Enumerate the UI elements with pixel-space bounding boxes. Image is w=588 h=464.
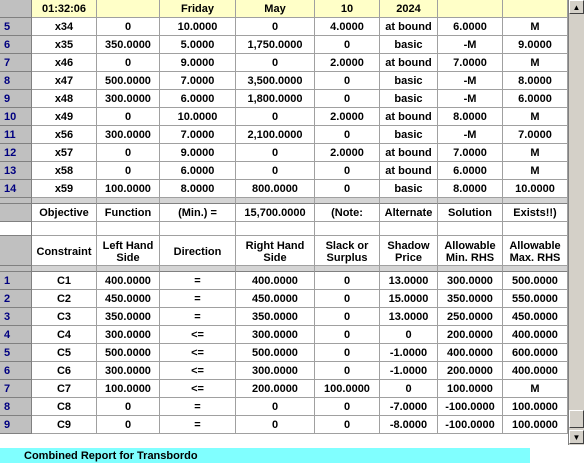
cell[interactable]: 450.0000 — [236, 290, 315, 308]
row-header[interactable] — [0, 222, 32, 236]
cell[interactable]: 0 — [315, 36, 380, 54]
cell[interactable]: 100.0000 — [503, 398, 568, 416]
row-header[interactable]: 7 — [0, 380, 32, 398]
cell[interactable] — [438, 0, 503, 18]
cell[interactable]: basic — [380, 36, 438, 54]
cell[interactable]: 9.0000 — [160, 54, 236, 72]
table-row — [0, 180, 568, 198]
cell[interactable]: Exists!!) — [503, 204, 568, 222]
cell[interactable]: x57 — [32, 144, 97, 162]
cell[interactable]: 0 — [97, 108, 160, 126]
cell[interactable]: -M — [438, 90, 503, 108]
cell[interactable]: Shadow Price — [380, 236, 438, 266]
table-row — [0, 380, 568, 398]
cell[interactable]: May — [236, 0, 315, 18]
row-header[interactable]: 6 — [0, 36, 32, 54]
cell[interactable] — [503, 0, 568, 18]
cell[interactable]: Allowable Min. RHS — [438, 236, 503, 266]
cell[interactable]: 100.0000 — [438, 380, 503, 398]
cell[interactable]: <= — [160, 326, 236, 344]
cell[interactable]: 0 — [236, 398, 315, 416]
scroll-up-button[interactable] — [569, 0, 584, 14]
cell[interactable]: -1.0000 — [380, 362, 438, 380]
cell[interactable]: 0 — [315, 362, 380, 380]
cell[interactable]: 450.0000 — [503, 308, 568, 326]
cell[interactable] — [380, 222, 438, 236]
cell[interactable]: 2024 — [380, 0, 438, 18]
cell[interactable]: 0 — [236, 54, 315, 72]
cell[interactable]: 0 — [315, 126, 380, 144]
cell[interactable]: 7.0000 — [160, 72, 236, 90]
cell[interactable]: x58 — [32, 162, 97, 180]
row-header[interactable]: 12 — [0, 144, 32, 162]
cell[interactable]: M — [503, 54, 568, 72]
table-row — [0, 290, 568, 308]
cell[interactable]: 0 — [97, 162, 160, 180]
cell[interactable]: 3,500.0000 — [236, 72, 315, 90]
cell[interactable]: 550.0000 — [503, 290, 568, 308]
cell[interactable]: 1,750.0000 — [236, 36, 315, 54]
cell[interactable]: <= — [160, 344, 236, 362]
status-bar-blank — [530, 448, 588, 463]
cell[interactable]: 0 — [380, 380, 438, 398]
cell[interactable]: M — [503, 18, 568, 36]
cell[interactable]: -100.0000 — [438, 398, 503, 416]
row-header[interactable]: 2 — [0, 290, 32, 308]
cell[interactable]: 2.0000 — [315, 144, 380, 162]
row-header[interactable] — [0, 0, 32, 18]
cell[interactable]: x59 — [32, 180, 97, 198]
cell[interactable]: 6.0000 — [160, 90, 236, 108]
table-row — [0, 54, 568, 72]
cell[interactable]: 300.0000 — [97, 326, 160, 344]
cell[interactable]: 100.0000 — [97, 380, 160, 398]
cell[interactable]: Allowable Max. RHS — [503, 236, 568, 266]
cell[interactable]: C5 — [32, 344, 97, 362]
cell[interactable]: 10.0000 — [160, 108, 236, 126]
cell[interactable]: 0 — [315, 72, 380, 90]
cell[interactable]: = — [160, 398, 236, 416]
constraint-header-row — [0, 236, 568, 266]
table-row — [0, 362, 568, 380]
cell[interactable]: 8.0000 — [503, 72, 568, 90]
cell[interactable]: (Min.) = — [160, 204, 236, 222]
cell[interactable]: Right Hand Side — [236, 236, 315, 266]
cell[interactable]: 0 — [97, 18, 160, 36]
cell[interactable]: 350.0000 — [97, 308, 160, 326]
cell[interactable]: x49 — [32, 108, 97, 126]
cell[interactable]: 0 — [315, 272, 380, 290]
cell[interactable]: C2 — [32, 290, 97, 308]
cell[interactable]: 6.0000 — [160, 162, 236, 180]
cell[interactable]: x48 — [32, 90, 97, 108]
cell[interactable]: 10 — [315, 0, 380, 18]
cell[interactable]: x34 — [32, 18, 97, 36]
cell[interactable]: 8.0000 — [438, 180, 503, 198]
cell[interactable]: C7 — [32, 380, 97, 398]
cell[interactable]: 500.0000 — [503, 272, 568, 290]
cell[interactable]: 500.0000 — [97, 72, 160, 90]
cell[interactable]: 9.0000 — [160, 144, 236, 162]
cell[interactable]: 400.0000 — [438, 344, 503, 362]
cell[interactable]: 400.0000 — [503, 362, 568, 380]
triangle-up-icon: ▲ — [572, 2, 581, 12]
cell[interactable]: C3 — [32, 308, 97, 326]
cell[interactable]: 2,100.0000 — [236, 126, 315, 144]
vertical-scrollbar[interactable] — [568, 0, 584, 445]
cell[interactable]: 6.0000 — [438, 162, 503, 180]
cell[interactable]: 600.0000 — [503, 344, 568, 362]
row-header[interactable] — [0, 236, 32, 266]
cell[interactable]: 300.0000 — [97, 90, 160, 108]
cell[interactable]: 0 — [236, 144, 315, 162]
cell[interactable]: 100.0000 — [97, 180, 160, 198]
blank-row — [0, 222, 568, 236]
cell[interactable]: -8.0000 — [380, 416, 438, 434]
cell[interactable]: 10.0000 — [503, 180, 568, 198]
table-row — [0, 326, 568, 344]
cell[interactable]: -1.0000 — [380, 344, 438, 362]
cell[interactable]: M — [503, 144, 568, 162]
cell[interactable]: (Note: — [315, 204, 380, 222]
table-row — [0, 126, 568, 144]
table-row — [0, 18, 568, 36]
row-header[interactable]: 8 — [0, 72, 32, 90]
cell[interactable]: C6 — [32, 362, 97, 380]
cell[interactable]: 400.0000 — [236, 272, 315, 290]
cell[interactable]: Constraint — [32, 236, 97, 266]
row-header[interactable]: 7 — [0, 54, 32, 72]
cell[interactable]: Friday — [160, 0, 236, 18]
cell[interactable]: x47 — [32, 72, 97, 90]
cell[interactable]: 0 — [97, 398, 160, 416]
cell[interactable]: 7.0000 — [503, 126, 568, 144]
row-header[interactable]: 9 — [0, 90, 32, 108]
cell[interactable]: 200.0000 — [438, 362, 503, 380]
cell[interactable] — [438, 222, 503, 236]
cell[interactable]: 7.0000 — [160, 126, 236, 144]
cell[interactable]: Function — [97, 204, 160, 222]
cell[interactable] — [32, 222, 97, 236]
cell[interactable]: 350.0000 — [438, 290, 503, 308]
objective-row — [0, 204, 568, 222]
row-header[interactable]: 5 — [0, 344, 32, 362]
cell[interactable]: 450.0000 — [97, 290, 160, 308]
cell[interactable]: 4.0000 — [315, 18, 380, 36]
cell[interactable]: C4 — [32, 326, 97, 344]
cell[interactable]: 0 — [315, 290, 380, 308]
cell[interactable] — [97, 0, 160, 18]
cell[interactable]: 0 — [315, 326, 380, 344]
scroll-down-button[interactable] — [569, 430, 584, 444]
cell[interactable]: 7.0000 — [438, 54, 503, 72]
cell[interactable]: = — [160, 308, 236, 326]
status-bar — [0, 448, 530, 463]
row-header[interactable]: 13 — [0, 162, 32, 180]
cell[interactable]: 250.0000 — [438, 308, 503, 326]
cell[interactable]: 8.0000 — [438, 108, 503, 126]
cell[interactable]: 300.0000 — [236, 326, 315, 344]
cell[interactable]: 0 — [97, 54, 160, 72]
cell[interactable]: 10.0000 — [160, 18, 236, 36]
table-row — [0, 90, 568, 108]
cell[interactable]: M — [503, 380, 568, 398]
cell[interactable]: 5.0000 — [160, 36, 236, 54]
cell[interactable]: -M — [438, 72, 503, 90]
row-header[interactable]: 9 — [0, 416, 32, 434]
cell[interactable]: C9 — [32, 416, 97, 434]
cell[interactable]: 200.0000 — [236, 380, 315, 398]
cell[interactable]: 15.0000 — [380, 290, 438, 308]
cell[interactable]: 500.0000 — [236, 344, 315, 362]
cell[interactable]: -M — [438, 126, 503, 144]
cell[interactable]: 100.0000 — [315, 380, 380, 398]
header-row — [0, 0, 568, 18]
cell[interactable]: M — [503, 108, 568, 126]
cell[interactable]: 0 — [236, 108, 315, 126]
cell[interactable]: 13.0000 — [380, 272, 438, 290]
cell[interactable]: 0 — [315, 416, 380, 434]
cell[interactable]: 300.0000 — [438, 272, 503, 290]
row-header[interactable]: 14 — [0, 180, 32, 198]
cell[interactable]: 0 — [315, 308, 380, 326]
cell[interactable]: 8.0000 — [160, 180, 236, 198]
cell[interactable]: = — [160, 290, 236, 308]
cell[interactable]: 400.0000 — [503, 326, 568, 344]
row-header[interactable] — [0, 204, 32, 222]
cell[interactable]: 9.0000 — [503, 36, 568, 54]
row-header[interactable]: 1 — [0, 272, 32, 290]
row-header[interactable]: 8 — [0, 398, 32, 416]
cell[interactable]: 0 — [315, 162, 380, 180]
cell[interactable]: Objective — [32, 204, 97, 222]
cell[interactable]: Slack or Surplus — [315, 236, 380, 266]
cell[interactable]: at bound — [380, 54, 438, 72]
cell[interactable]: x35 — [32, 36, 97, 54]
cell[interactable]: C1 — [32, 272, 97, 290]
cell[interactable]: 200.0000 — [438, 326, 503, 344]
cell[interactable]: basic — [380, 90, 438, 108]
cell[interactable]: 0 — [236, 416, 315, 434]
cell[interactable]: <= — [160, 380, 236, 398]
cell[interactable]: 13.0000 — [380, 308, 438, 326]
table-row — [0, 398, 568, 416]
triangle-down-icon: ▼ — [572, 432, 581, 442]
table-row — [0, 144, 568, 162]
cell[interactable]: 800.0000 — [236, 180, 315, 198]
cell[interactable]: <= — [160, 362, 236, 380]
status-text: Combined Report for Transbordo — [24, 449, 198, 462]
cell[interactable]: 2.0000 — [315, 54, 380, 72]
cell[interactable]: 7.0000 — [438, 144, 503, 162]
cell[interactable]: 1,800.0000 — [236, 90, 315, 108]
cell[interactable]: 0 — [236, 162, 315, 180]
cell[interactable]: basic — [380, 126, 438, 144]
cell[interactable]: x46 — [32, 54, 97, 72]
cell[interactable]: 350.0000 — [236, 308, 315, 326]
cell[interactable]: Alternate — [380, 204, 438, 222]
cell[interactable]: at bound — [380, 144, 438, 162]
scroll-thumb[interactable] — [569, 410, 584, 428]
cell[interactable]: -M — [438, 36, 503, 54]
cell[interactable]: basic — [380, 72, 438, 90]
cell[interactable]: at bound — [380, 162, 438, 180]
cell[interactable] — [160, 222, 236, 236]
cell[interactable]: C8 — [32, 398, 97, 416]
table-row — [0, 162, 568, 180]
cell[interactable]: x56 — [32, 126, 97, 144]
cell[interactable]: 300.0000 — [236, 362, 315, 380]
cell[interactable]: 0 — [97, 416, 160, 434]
cell[interactable]: 350.0000 — [97, 36, 160, 54]
cell[interactable]: 0 — [97, 144, 160, 162]
cell[interactable]: at bound — [380, 18, 438, 36]
cell[interactable]: at bound — [380, 108, 438, 126]
cell[interactable]: 6.0000 — [438, 18, 503, 36]
row-header[interactable]: 6 — [0, 362, 32, 380]
cell[interactable]: 0 — [315, 398, 380, 416]
table-row — [0, 308, 568, 326]
cell[interactable]: = — [160, 416, 236, 434]
cell[interactable]: 0 — [315, 90, 380, 108]
cell[interactable]: 500.0000 — [97, 344, 160, 362]
cell[interactable] — [236, 222, 315, 236]
cell[interactable]: -100.0000 — [438, 416, 503, 434]
cell[interactable] — [503, 222, 568, 236]
cell[interactable]: Direction — [160, 236, 236, 266]
table-row — [0, 108, 568, 126]
cell[interactable]: 0 — [315, 180, 380, 198]
cell[interactable] — [97, 222, 160, 236]
table-row — [0, 36, 568, 54]
cell[interactable]: 0 — [236, 18, 315, 36]
cell[interactable]: 01:32:06 — [32, 0, 97, 18]
cell[interactable] — [315, 222, 380, 236]
cell[interactable]: Left Hand Side — [97, 236, 160, 266]
table-row — [0, 272, 568, 290]
cell[interactable]: 400.0000 — [97, 272, 160, 290]
cell[interactable]: 0 — [315, 344, 380, 362]
cell[interactable]: 6.0000 — [503, 90, 568, 108]
row-header[interactable]: 11 — [0, 126, 32, 144]
row-header[interactable]: 5 — [0, 18, 32, 36]
table-row — [0, 344, 568, 362]
cell[interactable]: = — [160, 272, 236, 290]
cell[interactable]: 100.0000 — [503, 416, 568, 434]
cell[interactable]: 300.0000 — [97, 126, 160, 144]
cell[interactable]: 15,700.0000 — [236, 204, 315, 222]
table-row — [0, 416, 568, 434]
cell[interactable]: -7.0000 — [380, 398, 438, 416]
cell[interactable]: M — [503, 162, 568, 180]
cell[interactable]: 300.0000 — [97, 362, 160, 380]
cell[interactable]: basic — [380, 180, 438, 198]
table-row — [0, 72, 568, 90]
cell[interactable]: 0 — [380, 326, 438, 344]
cell[interactable]: 2.0000 — [315, 108, 380, 126]
row-header[interactable]: 4 — [0, 326, 32, 344]
row-header[interactable]: 10 — [0, 108, 32, 126]
cell[interactable]: Solution — [438, 204, 503, 222]
row-header[interactable]: 3 — [0, 308, 32, 326]
